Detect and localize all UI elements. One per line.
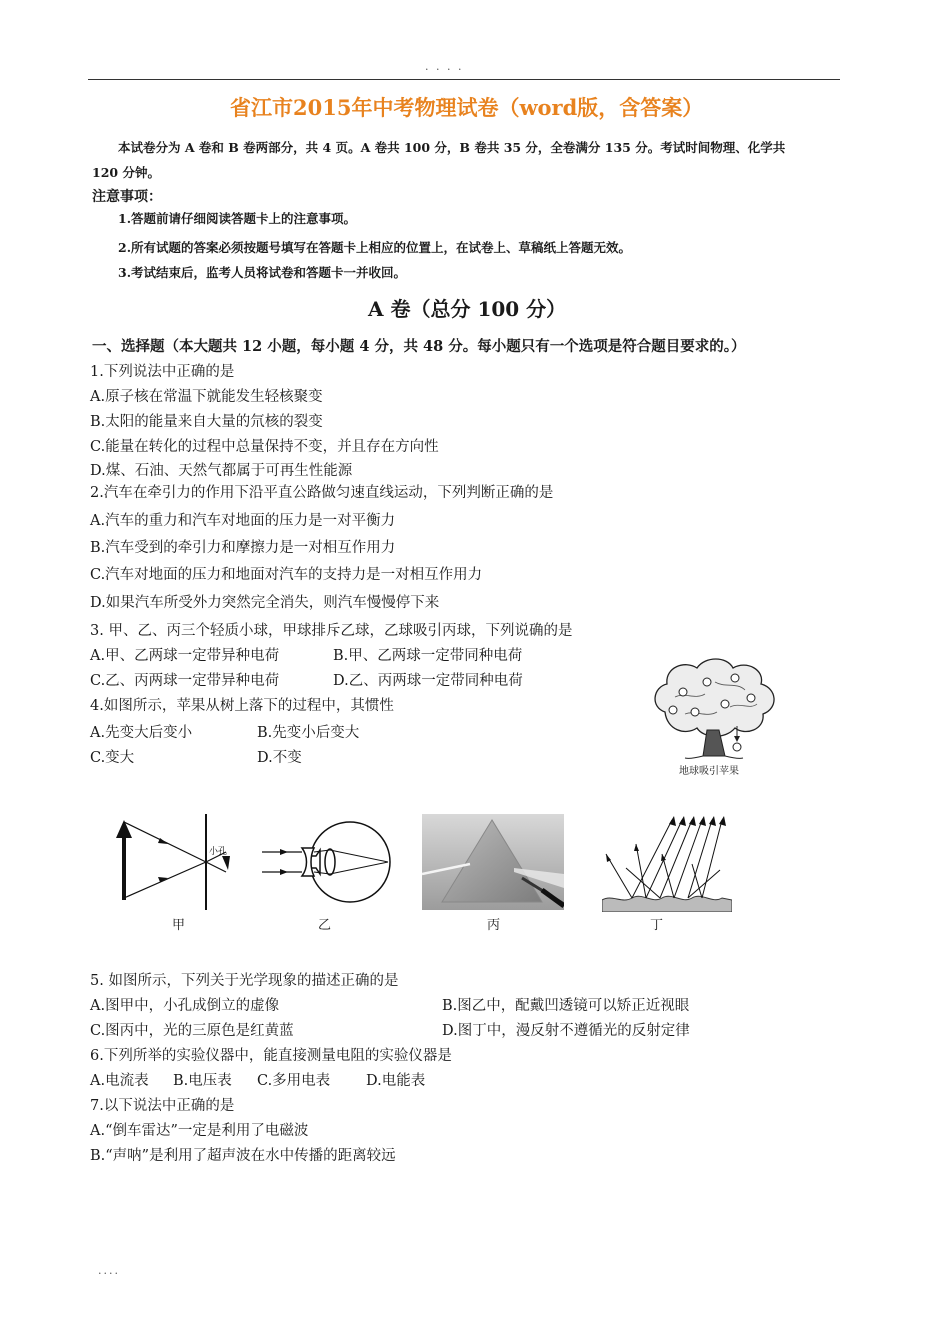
q6-stem: 6.下列所举的实验仪器中，能直接测量电阻的实验仪器是 [90,1048,452,1064]
q7-option-a: A.“倒车雷达”一定是利用了电磁波 [90,1123,309,1139]
q2-option-a: A.汽车的重力和汽车对地面的压力是一对平衡力 [90,513,396,529]
q4-stem: 4.如图所示，苹果从树上落下的过程中，其惯性 [90,698,394,714]
notice-item-1: 1.答题前请仔细阅读答题卡上的注意事项。 [118,211,357,226]
pinhole-label: 小孔 [209,847,228,857]
q5-option-b: B.图乙中，配戴凹透镜可以矫正近视眼 [442,998,690,1014]
q1-option-b: B.太阳的能量来自大量的氘核的裂变 [90,414,323,430]
intro-line-1: 本试卷分为 A 卷和 B 卷两部分，共 4 页。A 卷共 100 分，B 卷共 35 分，全卷满分 135 分。考试时间物理、化学共 [118,140,786,155]
notice-item-2: 2.所有试题的答案必须按题号填写在答题卡上相应的位置上，在试卷上、草稿纸上答题无效。 [118,240,632,255]
q4-option-d: D.不变 [257,750,302,766]
figure-label-yi: 乙 [318,918,332,933]
q3-option-c: C.乙、丙两球一定带异种电荷 [90,673,280,689]
q1-option-c: C.能量在转化的过程中总量保持不变，并且存在方向性 [90,439,439,455]
q2-option-b: B.汽车受到的牵引力和摩擦力是一对相互作用力 [90,540,396,556]
q7-option-b: B.“声呐”是利用了超声波在水中传播的距离较远 [90,1148,396,1164]
q2-stem: 2.汽车在牵引力的作用下沿平直公路做匀速直线运动，下列判断正确的是 [90,485,554,501]
q5-stem: 5. 如图所示，下列关于光学现象的描述正确的是 [90,973,399,989]
q5-option-a: A.图甲中，小孔成倒立的虚像 [90,998,280,1014]
q2-option-d: D.如果汽车所受外力突然完全消失，则汽车慢慢停下来 [90,595,440,611]
q5-option-d: D.图丁中，漫反射不遵循光的反射定律 [442,1023,690,1039]
q4-option-a: A.先变大后变小 [90,725,193,741]
q6-option-a: A.电流表 [90,1073,149,1089]
notice-heading: 注意事项： [92,189,162,205]
diffuse-reflection-figure [602,814,732,912]
section-a-heading: 一、选择题（本大题共 12 小题，每小题 4 分，共 48 分。每小题只有一个选项是符合题目要求的。） [92,338,746,355]
q6-option-b: B.电压表 [173,1073,232,1089]
q6-option-d: D.电能表 [366,1073,426,1089]
prism-figure [422,814,564,910]
section-a-title: A 卷（总分 100 分） [368,297,567,321]
apple-figure-caption: 地球吸引苹果 [679,766,739,777]
q3-option-b: B.甲、乙两球一定带同种电荷 [333,648,523,664]
figure-label-ding: 丁 [650,918,664,933]
figure-label-jia: 甲 [172,918,186,933]
header-dots: . . . . [425,60,464,73]
q1-stem: 1.下列说法中正确的是 [90,364,235,380]
intro-line-2: 120 分钟。 [92,165,160,180]
q4-option-b: B.先变小后变大 [257,725,360,741]
q4-option-c: C.变大 [90,750,135,766]
apple-tree-figure [645,652,785,764]
q3-option-d: D.乙、丙两球一定带同种电荷 [333,673,523,689]
q1-option-a: A.原子核在常温下就能发生轻核聚变 [90,389,323,405]
q3-option-a: A.甲、乙两球一定带异种电荷 [90,648,280,664]
q2-option-c: C.汽车对地面的压力和地面对汽车的支持力是一对相互作用力 [90,567,483,583]
page-title: 省江市2015年中考物理试卷（word版，含答案） [230,95,704,120]
q5-option-c: C.图丙中，光的三原色是红黄蓝 [90,1023,294,1039]
notice-item-3: 3.考试结束后，监考人员将试卷和答题卡一并收回。 [118,265,407,280]
header-rule [88,79,840,80]
q1-option-d: D.煤、石油、天然气都属于可再生性能源 [90,463,353,479]
pinhole-figure [110,812,240,912]
q7-stem: 7.以下说法中正确的是 [90,1098,235,1114]
q3-stem: 3. 甲、乙、丙三个轻质小球，甲球排斥乙球，乙球吸引丙球，下列说确的是 [90,623,573,639]
q6-option-c: C.多用电表 [257,1073,331,1089]
figure-label-bing: 丙 [487,918,501,933]
eye-lens-figure [258,820,398,910]
footer-dots: .... [98,1264,120,1277]
